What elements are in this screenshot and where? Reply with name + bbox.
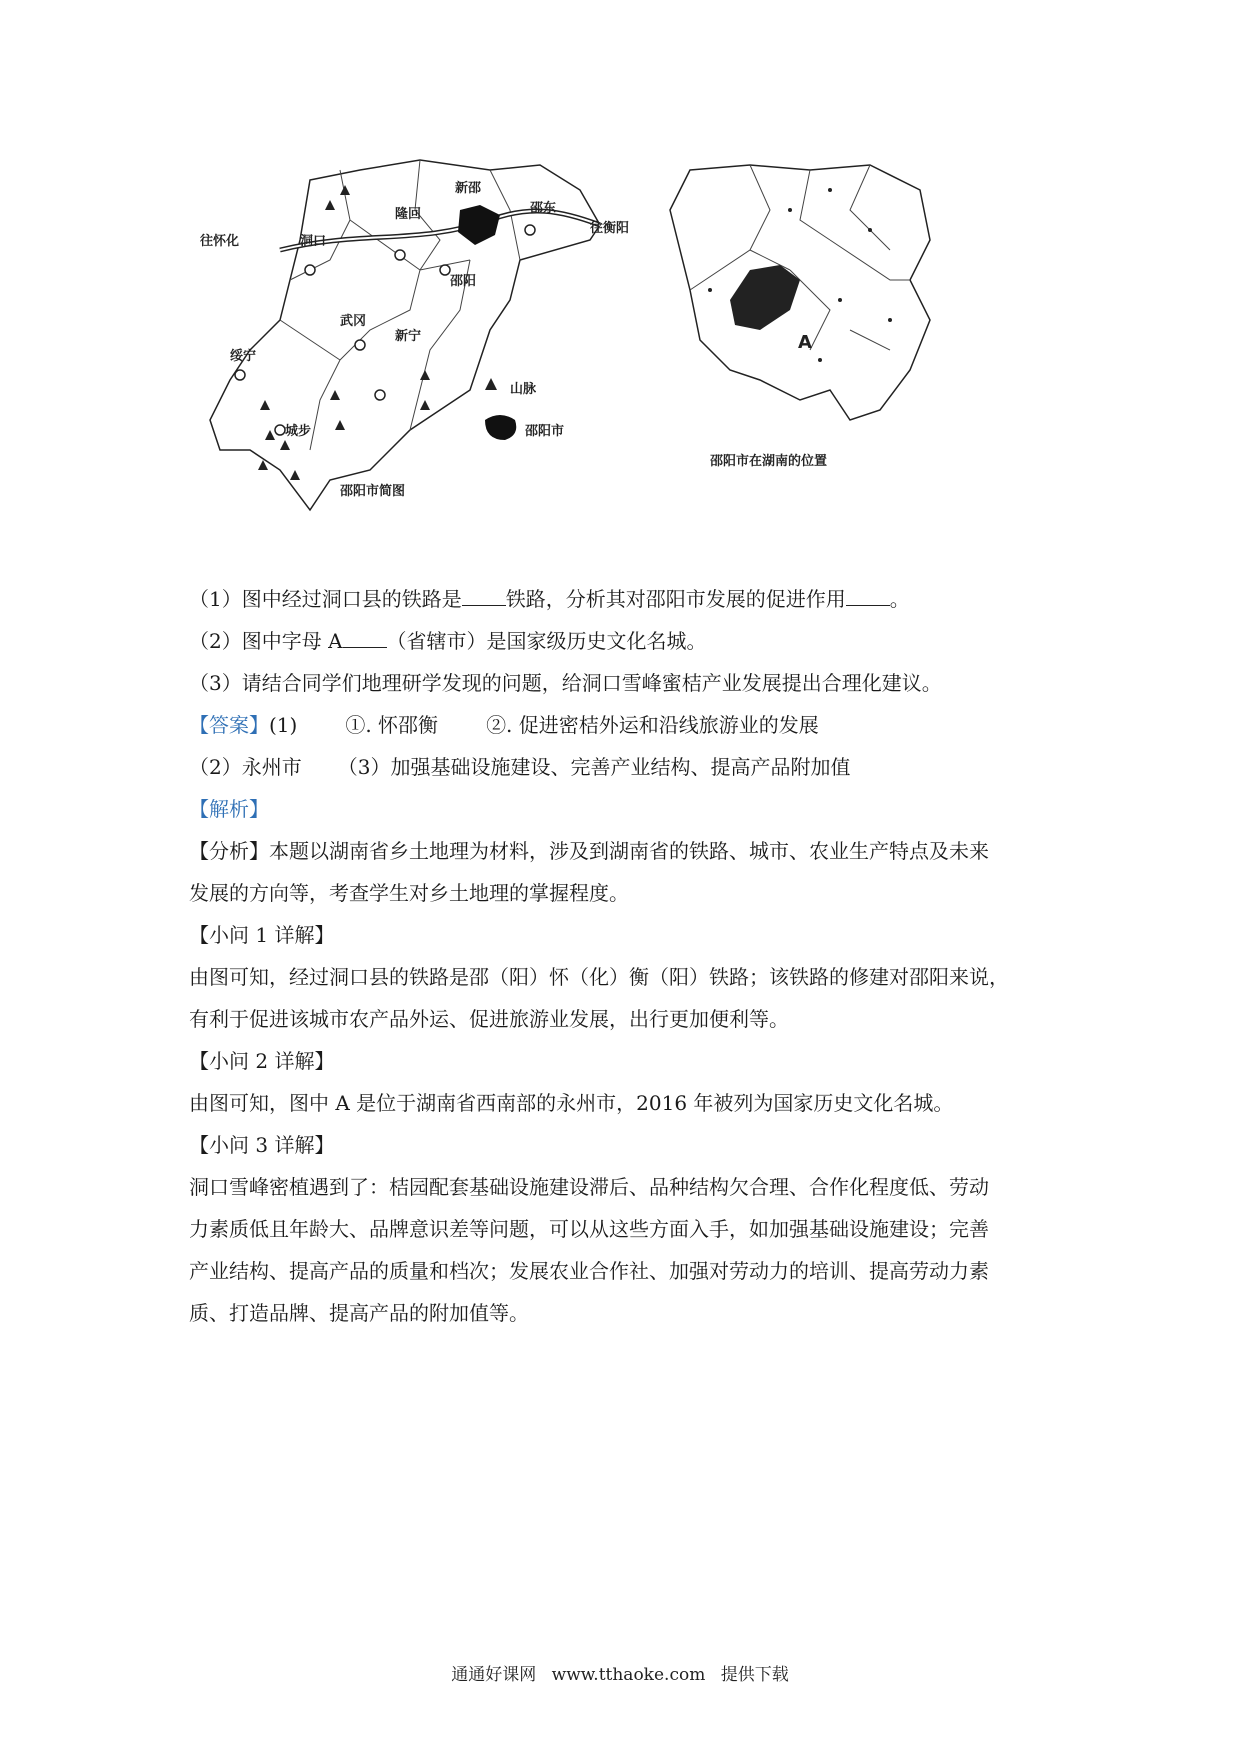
q1-detail-line-2: 有利于促进该城市农产品外运、促进旅游业发展，出行更加便利等。 [189, 1007, 789, 1031]
q2-detail-line-1: 由图可知，图中 A 是位于湖南省西南部的永州市，2016 年被列为国家历史文化名城。 [189, 1091, 954, 1115]
q1-detail-line-1: 由图可知，经过洞口县的铁路是邵（阳）怀（化）衡（阳）铁路；该铁路的修建对邵阳来说， [189, 965, 1009, 989]
analysis-summary-2: 发展的方向等，考查学生对乡土地理的掌握程度。 [189, 881, 629, 905]
q3-detail-line-2: 力素质低且年龄大、品牌意识差等问题，可以从这些方面入手，如加强基础设施建设；完善 [189, 1217, 989, 1241]
blank-2 [846, 583, 890, 606]
label-city: 邵阳市 [525, 424, 565, 439]
question-2: （2）图中字母 A （省辖市）是国家级历史文化名城。 [189, 620, 1059, 662]
question-3: （3）请结合同学们地理研学发现的问题，给洞口雪峰蜜桔产业发展提出合理化建议。 [189, 671, 942, 695]
map-svg [190, 150, 1010, 570]
answer-label: 【答案】 [189, 713, 269, 737]
label-map-caption: 邵阳市简图 [340, 484, 406, 499]
answer-item-1: ①. 怀邵衡 [345, 713, 439, 737]
label-shaoyang: 邵阳 [450, 274, 477, 289]
label-xinning: 新宁 [395, 329, 422, 344]
document-body [189, 578, 1059, 1334]
label-suining: 绥宁 [230, 349, 257, 364]
label-point-a: A [798, 332, 812, 353]
label-xinshao: 新邵 [455, 181, 482, 196]
q3-detail-line-1: 洞口雪峰密植遇到了：桔园配套基础设施建设滞后、品种结构欠合理、合作化程度低、劳动 [189, 1175, 989, 1199]
label-hengyang: 往衡阳 [590, 221, 630, 236]
footer-url[interactable]: www.tthaoke.com [551, 1665, 706, 1685]
q3-detail-title: 【小问 3 详解】 [189, 1133, 335, 1157]
label-mountain: 山脉 [510, 382, 537, 397]
label-huaihua: 往怀化 [200, 234, 240, 249]
label-shaodong: 邵东 [530, 201, 557, 216]
footer-note: 提供下载 [720, 1665, 789, 1685]
blank-3 [343, 625, 387, 648]
analysis-summary-1: 【分析】本题以湖南省乡土地理为材料，涉及到湖南省的铁路、城市、农业生产特点及未来 [189, 839, 989, 863]
label-longhui: 隆回 [395, 207, 422, 222]
q2-detail-title: 【小问 2 详解】 [189, 1049, 335, 1073]
analysis-label: 【解析】 [189, 797, 269, 821]
map-figure [190, 150, 1010, 570]
label-hunan-caption: 邵阳市在湖南的位置 [710, 454, 828, 469]
answer-item-2: ②. 促进密桔外运和沿线旅游业的发展 [486, 713, 819, 737]
blank-1 [462, 583, 506, 606]
q3-detail-line-4: 质、打造品牌、提高产品的附加值等。 [189, 1301, 529, 1325]
q1-detail-title: 【小问 1 详解】 [189, 923, 335, 947]
answer-line-1: 【答案】(1) ①. 怀邵衡 ②. 促进密桔外运和沿线旅游业的发展 [189, 713, 819, 737]
page-footer [0, 1660, 1240, 1685]
answer-line-2: （2）永州市 （3）加强基础设施建设、完善产业结构、提高产品附加值 [189, 755, 851, 779]
q3-detail-line-3: 产业结构、提高产品的质量和档次；发展农业合作社、加强对劳动力的培训、提高劳动力素 [189, 1259, 989, 1283]
footer-site: 通通好课网 [451, 1665, 537, 1685]
hunan-map [670, 165, 930, 420]
label-wugang: 武冈 [340, 314, 367, 329]
label-dongkou: 洞口 [300, 234, 327, 249]
question-1: （1）图中经过洞口县的铁路是 铁路，分析其对邵阳市发展的促进作用 。 [189, 578, 1059, 620]
label-chengbu: 城步 [285, 424, 312, 439]
